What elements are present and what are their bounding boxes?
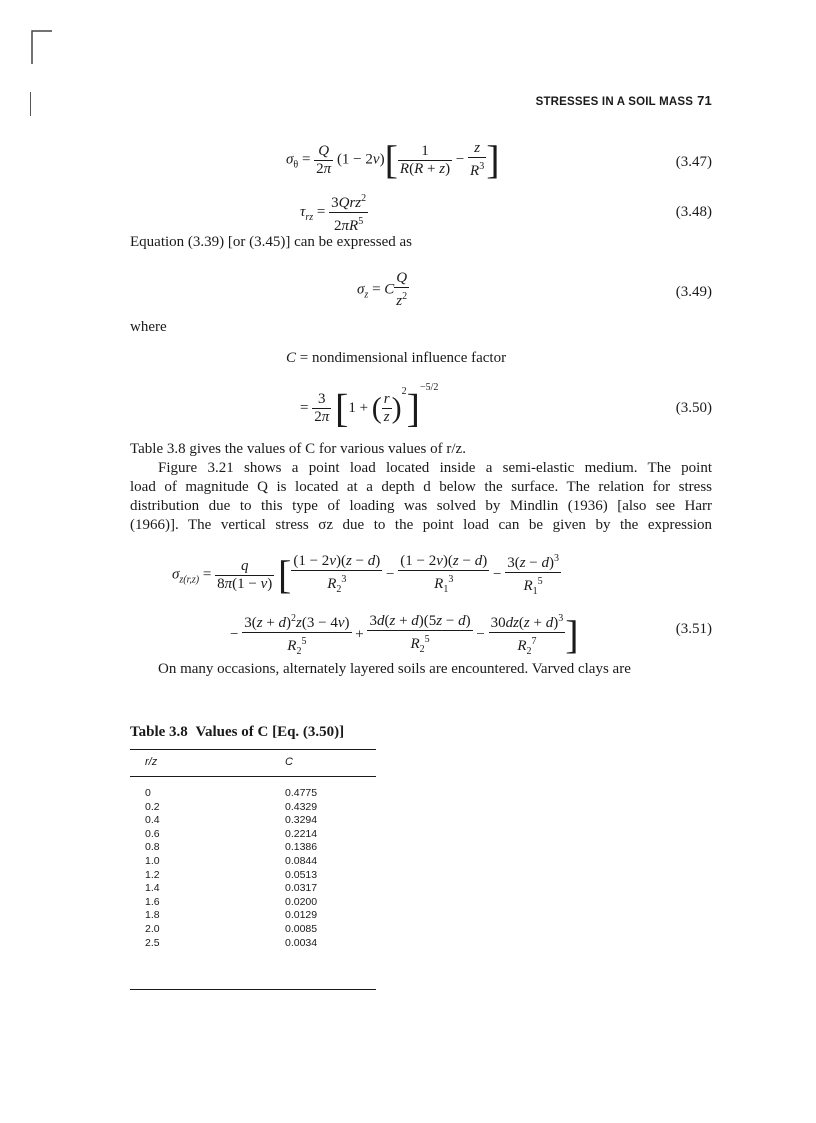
- table-cell: 0.8: [145, 841, 160, 854]
- equation-3-47: $\sigma_\theta$ = $\frac{Q}{2\pi}$ (1 − 2ν)[ $\frac{1}{R(R + z)}$ − $\frac{z}{R^3}$ ]: [286, 137, 500, 182]
- table-header-rule: [130, 776, 376, 777]
- table-cell: 0.6: [145, 827, 160, 840]
- running-header: [536, 93, 712, 108]
- equation-3-50: = $\frac{3}{2\pi}$ [1 + ( $\frac{r}{z}$ )$^2$]$^{-5/2}$: [300, 382, 439, 431]
- equation-3-48: $\tau_{rz}$ = $\frac{3Qrz^2}{2\pi R^5}$: [300, 190, 368, 235]
- table-header-rz: r/z: [145, 756, 158, 768]
- table-cell: 2.5: [145, 936, 160, 949]
- table-cell: 1.0: [145, 854, 160, 867]
- table-cell: 0.0129: [285, 909, 318, 922]
- equation-3-50-definition: C = nondimensional influence factor: [286, 350, 507, 366]
- table-cell: 0.0844: [285, 854, 318, 867]
- paragraph-line: (1966)]. The vertical stress σz due to the point load can be given by the expression: [130, 517, 712, 533]
- margin-mark: [30, 92, 31, 116]
- table-caption-text: Values of C [Eq. (3.50)]: [195, 724, 345, 740]
- table-cell: 0.4775: [285, 787, 318, 799]
- equation-3-51-line1: $\sigma_{z(r,z)}$ = $\frac{q}{8\pi(1 - \nu)}$ [ $\frac{(1 - 2\nu)(z - d)}{R_2^3}$ − $\frac{(1 - 2\nu)(z - d)}{R_1^3}$ − $\frac{3(z - d)^3}{R_1^5}$: [172, 552, 559, 597]
- equation-number: (3.51): [675, 621, 712, 637]
- corner-crop-mark-icon: [30, 28, 52, 64]
- equation-number: (3.49): [675, 284, 712, 300]
- paragraph-text: where: [130, 319, 167, 335]
- page-number: 71: [697, 93, 712, 108]
- influence-factor-definition: nondimensional influence factor: [311, 350, 507, 366]
- table-column-rz: [145, 787, 160, 950]
- paragraph-line: load of magnitude Q is located at a depth d below the surface. The relation for stress: [130, 479, 712, 495]
- equation-number: (3.48): [675, 204, 712, 220]
- table-cell: 1.8: [145, 909, 160, 922]
- paragraph-text: Table 3.8 gives the values of C for various values of r/z.: [130, 441, 466, 457]
- equation-number: (3.50): [675, 400, 712, 416]
- table-cell: 0.4: [145, 814, 160, 827]
- table-header-c: C: [285, 756, 293, 768]
- table-cell: 0.4329: [285, 800, 318, 813]
- table-cell: 2.0: [145, 922, 160, 935]
- table-caption-label: Table 3.8: [130, 724, 188, 740]
- table-cell: 0.2214: [285, 827, 318, 840]
- table-cell: 0.3294: [285, 814, 318, 827]
- paragraph-line: distribution due to this type of loading was solved by Mindlin (1936) [also see Harr: [130, 498, 712, 514]
- table-caption: [130, 724, 344, 741]
- equation-3-49: $\sigma_z = C$ $\frac{Q}{z^2}$: [357, 270, 408, 309]
- table-cell: 0.0200: [285, 895, 318, 908]
- paragraph-text: Equation (3.39) [or (3.45)] can be expressed as: [130, 234, 412, 250]
- paragraph-mindlin: [130, 459, 712, 535]
- paragraph-line: Figure 3.21 shows a point load located inside a semi-elastic medium. The point: [158, 460, 712, 476]
- table-cell: 0: [145, 787, 151, 799]
- table-cell: 0.0034: [285, 936, 318, 949]
- table-bottom-rule: [130, 989, 376, 990]
- table-cell: 1.2: [145, 868, 160, 881]
- table-cell: 0.0513: [285, 868, 318, 881]
- table-column-c: [285, 787, 317, 950]
- table-cell: 0.0085: [285, 922, 318, 935]
- table-cell: 0.1386: [285, 841, 318, 854]
- table-cell: 1.6: [145, 895, 160, 908]
- equation-number: (3.47): [675, 154, 712, 170]
- table-top-rule: [130, 749, 376, 750]
- running-title: STRESSES IN A SOIL MASS: [535, 96, 694, 108]
- table-cell: 1.4: [145, 882, 160, 895]
- table-cell: 0.2: [145, 800, 160, 813]
- paragraph-text: On many occasions, alternately layered soils are encountered. Varved clays are: [158, 661, 631, 677]
- equation-3-51-line2: − $\frac{3(z + d)^2z(3 - 4\nu)}{R_2^5}$ + $\frac{3d(z + d)(5z - d)}{R_2^5}$ − $\frac{30dz(z + d)^3}{R_2^7}$ ]: [230, 612, 579, 657]
- table-cell: 0.0317: [285, 882, 318, 895]
